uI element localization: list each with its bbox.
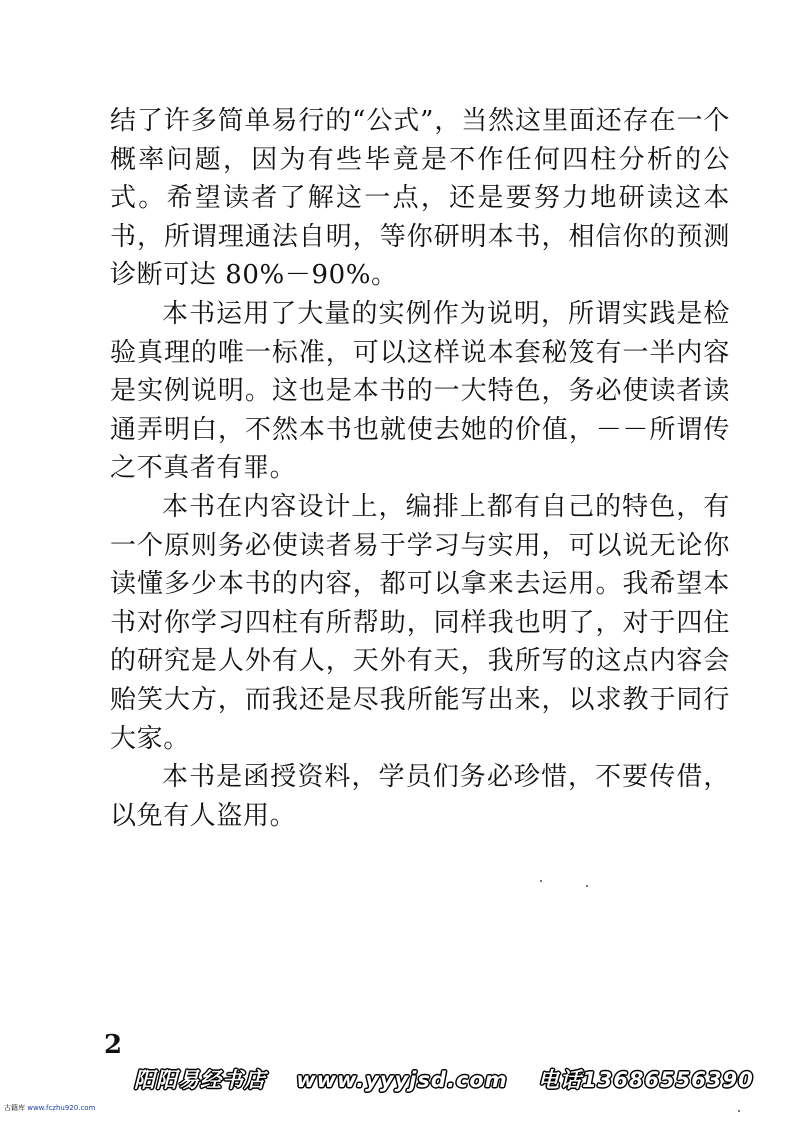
page-number: 2 [104,1030,123,1060]
source-watermark [4,1104,95,1113]
footer-phone: 电话13686556390 [538,1068,754,1092]
source-label: 古籍库 [4,1104,25,1112]
paragraph-3: 本书在内容设计上，编排上都有自己的特色，有一个原则务必使读者易于学习与实用，可以说无论你读懂多少本书的内容，都可以拿来去运用。我希望本书对你学习四柱有所帮助，同样我也明了，对于四住的研究是人外有人，天外有天，我所写的这点内容会贻笑大方，而我还是尽我所能写出来，以求教于同行大家。 [110,491,730,754]
body-text [110,102,730,835]
scan-speck [586,885,588,887]
paragraph-4: 本书是函授资料，学员们务必珍惜，不要传借，以免有人盗用。 [110,762,730,831]
scan-speck [738,1110,740,1112]
source-url: www.fczhu920.com [27,1104,96,1112]
footer-store-name: 阳阳易经书店 [134,1068,266,1092]
paragraph-2: 本书运用了大量的实例作为说明，所谓实践是检验真理的唯一标准，可以这样说本套秘笈有一半内容是实例说明。这也是本书的一大特色，务必使读者读通弄明白，不然本书也就使去她的价值，－－所谓传之不真者有罪。 [110,298,730,484]
footer-website: www.yyyjsd.com [296,1068,508,1092]
footer-banner [134,1067,754,1093]
scan-speck [540,880,542,882]
paragraph-1: 结了许多简单易行的“公式”，当然这里面还存在一个概率问题，因为有些毕竟是不作任何四柱分析的公式。希望读者了解这一点，还是要努力地研读这本书，所谓理通法自明，等你研明本书，相信你的预测诊断可达 80%－90%。 [110,106,730,291]
